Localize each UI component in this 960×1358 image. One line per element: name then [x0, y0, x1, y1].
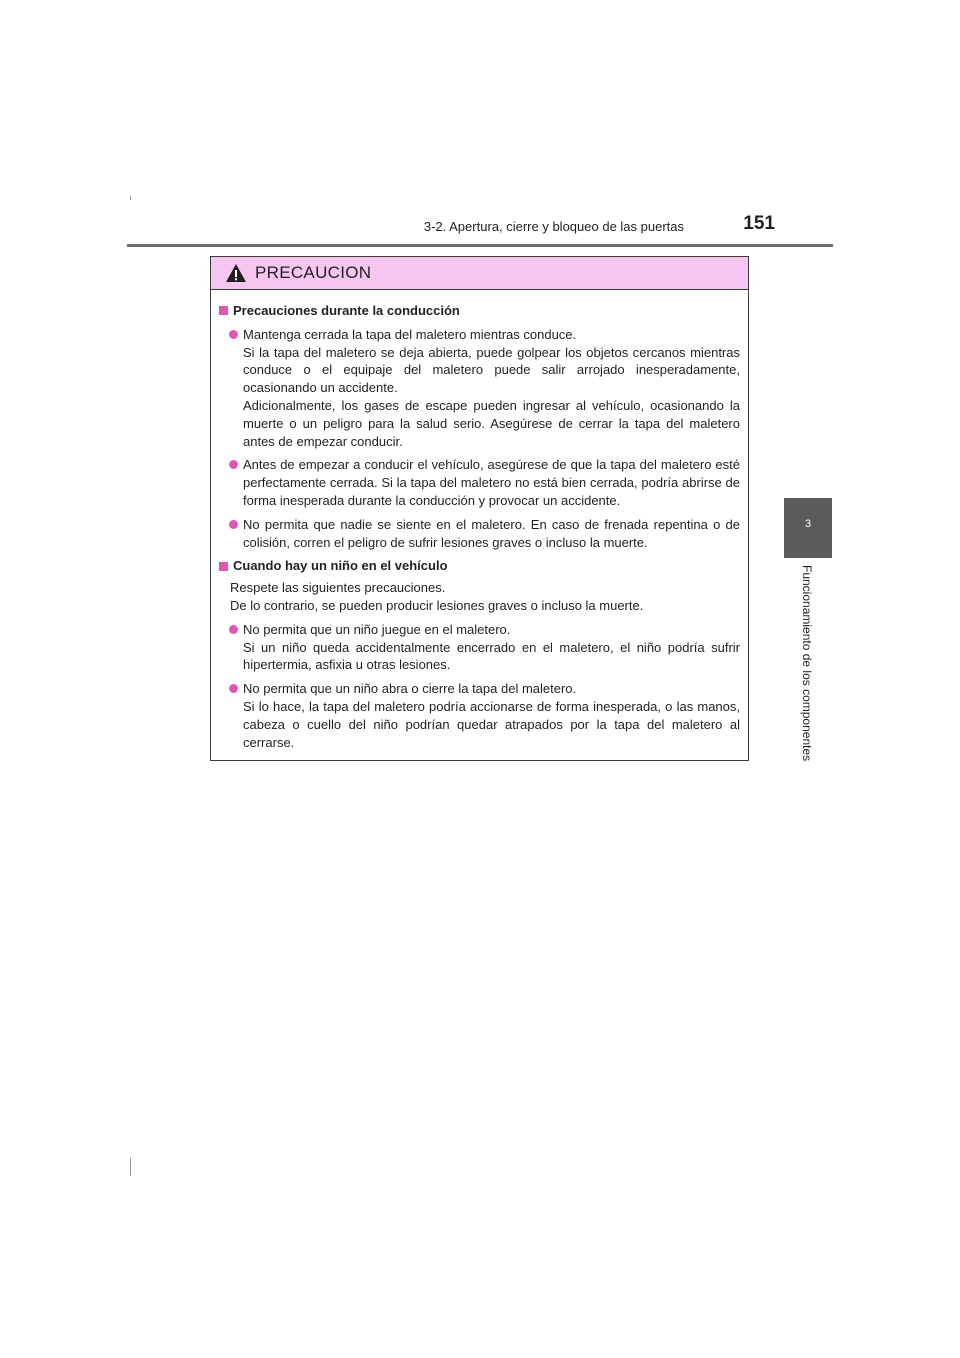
caution-body	[211, 290, 748, 751]
round-bullet-icon	[229, 520, 238, 529]
crop-mark-bottom	[130, 1158, 131, 1176]
item-paragraph: Si lo hace, la tapa del maletero podría accionarse de forma inesperada, o las manos, cabeza o cuello del niño podrían quedar atrapados por la tapa del maletero al cerrarse.	[243, 698, 740, 750]
caution-item	[219, 516, 740, 552]
round-bullet-icon	[229, 330, 238, 339]
chapter-tab	[784, 498, 832, 558]
header-section-title: 3-2. Apertura, cierre y bloqueo de las puertas	[423, 219, 684, 234]
item-paragraph: Adicionalmente, los gases de escape pueden ingresar al vehículo, ocasionando la muerte o un peligro para la salud serio. Asegúrese de cerrar la tapa del maletero antes de empezar conducir.	[243, 397, 740, 449]
section-heading	[219, 557, 740, 575]
section-heading	[219, 302, 740, 320]
caution-item	[219, 456, 740, 509]
intro-paragraph: Respete las siguientes precauciones.	[230, 580, 446, 596]
crop-mark-top	[130, 196, 131, 200]
item-paragraph: Si un niño queda accidentalmente encerrado en el maletero, el niño podría sufrir hipertermia, asfixia u otras lesiones.	[243, 639, 740, 673]
square-bullet-icon	[219, 562, 228, 571]
section-heading-text: Precauciones durante la conducción	[233, 303, 460, 318]
item-paragraph: No permita que un niño abra o cierre la tapa del maletero.	[243, 681, 577, 697]
item-paragraph: No permita que nadie se siente en el maletero. En caso de frenada repentina o de colisión, corren el peligro de sufrir lesiones graves o incluso la muerte.	[243, 516, 740, 550]
page-number: 151	[743, 213, 775, 234]
item-paragraph: Antes de empezar a conducir el vehículo, asegúrese de que la tapa del maletero esté perfectamente cerrada. Si la tapa del maletero no está bien cerrada, podría abrirse de forma inesperada durante la conducción y provocar un accidente.	[243, 457, 740, 508]
caution-item	[219, 326, 740, 451]
round-bullet-icon	[229, 460, 238, 469]
section-intro	[219, 579, 740, 615]
chapter-side-label	[798, 565, 818, 781]
intro-paragraph: De lo contrario, se pueden producir lesiones graves o incluso la muerte.	[230, 597, 644, 613]
caution-header	[211, 257, 748, 290]
chapter-side-label-text: Funcionamiento de los componentes	[800, 565, 814, 762]
caution-item	[219, 621, 740, 674]
round-bullet-icon	[229, 684, 238, 693]
caution-title: PRECAUCION	[255, 263, 372, 282]
caution-box	[210, 256, 749, 761]
square-bullet-icon	[219, 306, 228, 315]
header-rule	[127, 244, 833, 247]
chapter-tab-number: 3	[804, 518, 812, 530]
section-heading-text: Cuando hay un niño en el vehículo	[233, 558, 448, 574]
caution-item	[219, 680, 740, 751]
item-paragraph: Si la tapa del maletero se deja abierta, puede golpear los objetos cercanos mientras conduce o el equipaje del maletero puede salir arrojado inesperadamente, ocasionando un accidente.	[243, 344, 740, 396]
item-paragraph: No permita que un niño juegue en el maletero.	[243, 621, 511, 637]
item-paragraph: Mantenga cerrada la tapa del maletero mientras conduce.	[243, 326, 577, 342]
warning-triangle-icon	[225, 263, 247, 283]
round-bullet-icon	[229, 625, 238, 634]
